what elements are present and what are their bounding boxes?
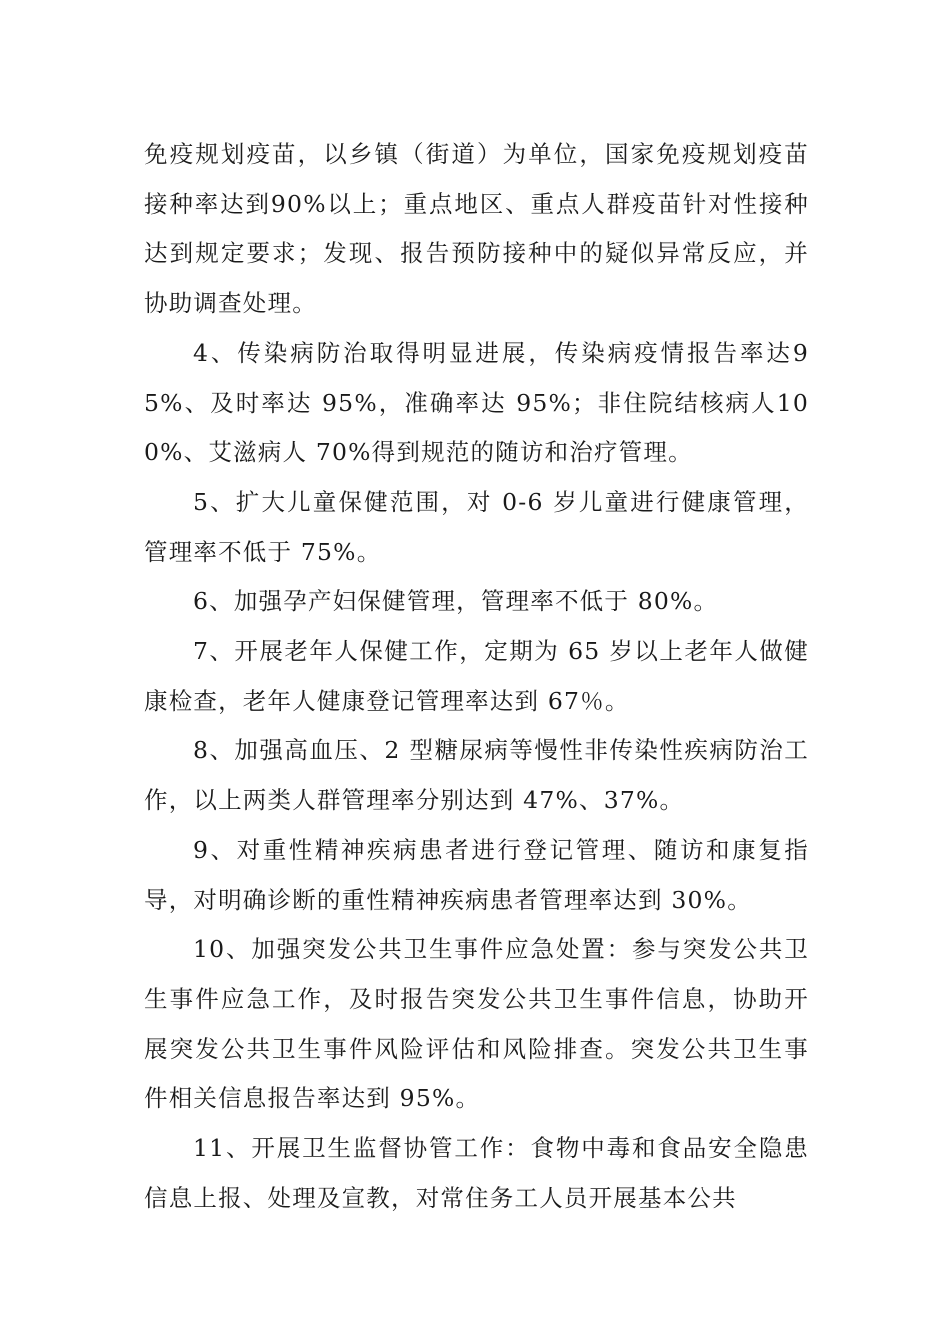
paragraph-item-7: 7、开展老年人保健工作，定期为 65 岁以上老年人做健康检查，老年人健康登记管理率达到 67％。 bbox=[144, 637, 809, 715]
paragraph-vaccination-continued: 免疫规划疫苗，以乡镇（街道）为单位，国家免疫规划疫苗接种率达到90%以上；重点地区、重点人群疫苗针对性接种达到规定要求；发现、报告预防接种中的疑似异常反应，并协助调查处理。 bbox=[144, 140, 809, 318]
document-body bbox=[144, 130, 809, 1223]
paragraph-item-11: 11、开展卫生监督协管工作：食物中毒和食品安全隐患信息上报、处理及宣教，对常住务工人员开展基本公共 bbox=[144, 1134, 809, 1212]
paragraph-item-6: 6、加强孕产妇保健管理，管理率不低于 80%。 bbox=[193, 587, 719, 616]
paragraph-item-4: 4、传染病防治取得明显进展，传染病疫情报告率达95%、及时率达 95%，准确率达 95%；非住院结核病人100%、艾滋病人 70%得到规范的随访和治疗管理。 bbox=[144, 338, 809, 467]
paragraph-item-8: 8、加强高血压、2 型糖尿病等慢性非传染性疾病防治工作，以上两类人群管理率分别达到 47%、37%。 bbox=[144, 736, 809, 815]
paragraph-item-9: 9、对重性精神疾病患者进行登记管理、随访和康复指导，对明确诊断的重性精神疾病患者管理率达到 30%。 bbox=[144, 835, 809, 914]
paragraph-item-5: 5、扩大儿童保健范围，对 0-6 岁儿童进行健康管理，管理率不低于 75%。 bbox=[144, 487, 809, 566]
paragraph-item-10: 10、加强突发公共卫生事件应急处置：参与突发公共卫生事件应急工作，及时报告突发公共卫生事件信息，协助开展突发公共卫生事件风险评估和风险排查。突发公共卫生事件相关信息报告率达到 95%。 bbox=[144, 935, 809, 1113]
